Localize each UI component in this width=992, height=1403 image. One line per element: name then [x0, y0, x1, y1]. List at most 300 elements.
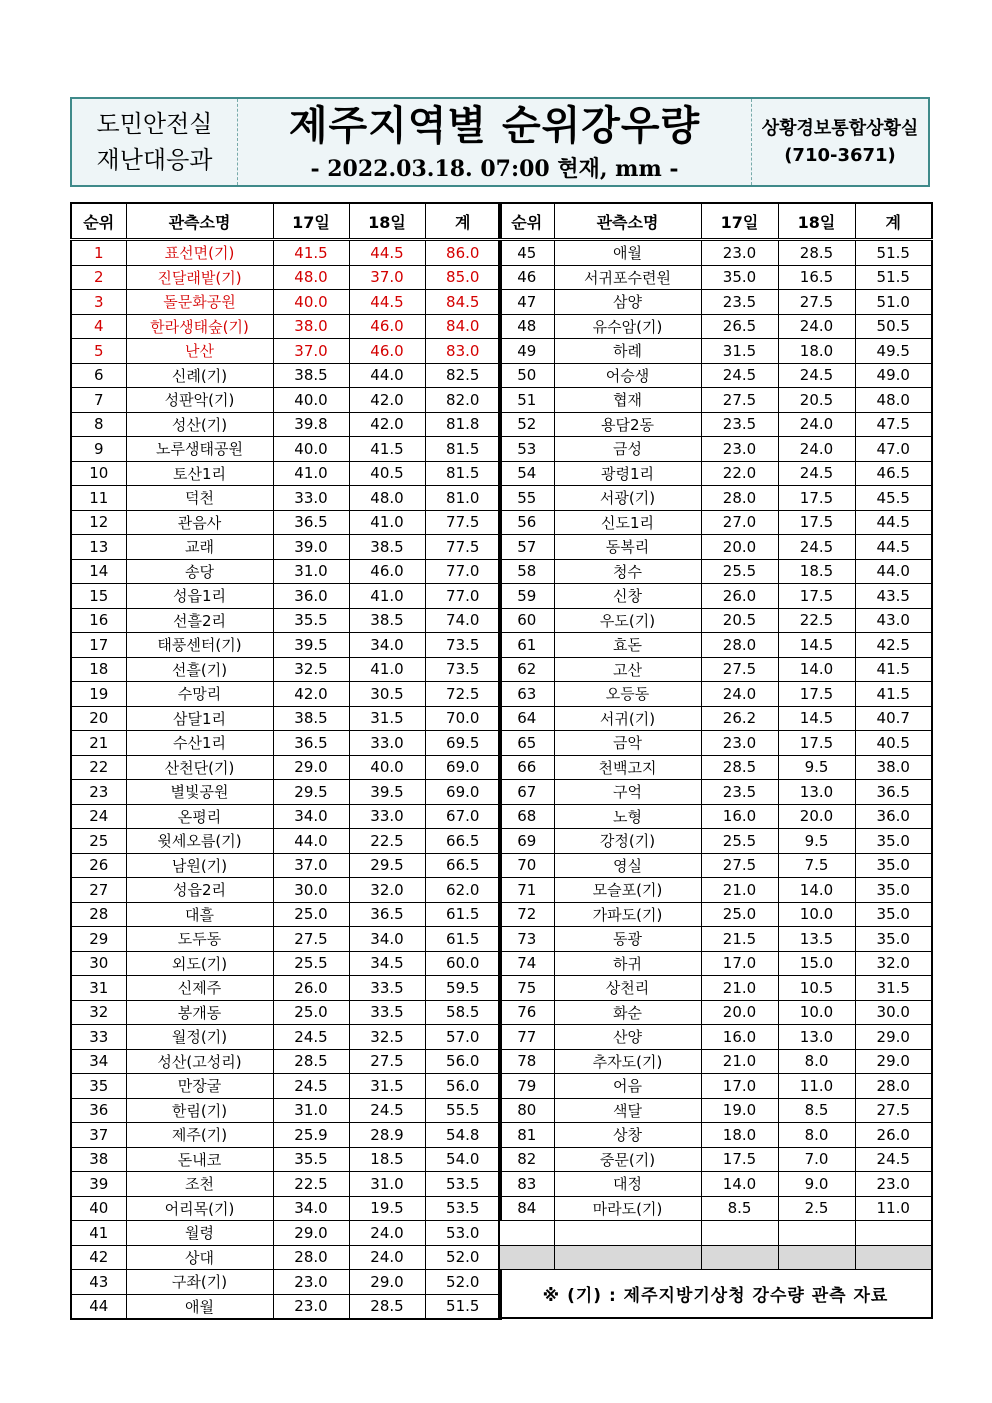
day17-cell: 48.0 [273, 265, 349, 290]
station-cell: 선흘2리 [126, 608, 273, 633]
day17-cell: 35.0 [701, 265, 778, 290]
total-cell: 35.0 [855, 902, 932, 927]
rank-cell: 76 [499, 1000, 554, 1025]
blank-cell [499, 1221, 554, 1246]
table-row [71, 731, 501, 756]
station-cell: 덕천 [126, 486, 273, 511]
day17-cell: 38.0 [273, 314, 349, 339]
rank-cell: 26 [71, 853, 126, 878]
day17-cell: 22.5 [273, 1172, 349, 1197]
day18-cell: 27.5 [778, 290, 855, 315]
rank-cell: 47 [499, 290, 554, 315]
total-cell: 51.0 [855, 290, 932, 315]
station-cell: 월령 [126, 1221, 273, 1246]
col-day18: 18일 [349, 203, 425, 240]
total-cell: 77.0 [425, 584, 501, 609]
day18-cell: 14.5 [778, 706, 855, 731]
station-cell: 서광(기) [554, 486, 701, 511]
rank-cell: 29 [71, 927, 126, 952]
table-row [499, 731, 932, 756]
department-line1: 도민안전실 [96, 110, 213, 138]
total-cell: 35.0 [855, 878, 932, 903]
station-cell: 효돈 [554, 633, 701, 658]
rank-cell: 84 [499, 1196, 554, 1221]
station-cell: 천백고지 [554, 755, 701, 780]
station-cell: 구억 [554, 780, 701, 805]
day18-cell: 31.5 [349, 706, 425, 731]
station-cell: 별빛공원 [126, 780, 273, 805]
table-row [71, 976, 501, 1001]
table-header-row [71, 203, 501, 240]
day17-cell: 25.9 [273, 1123, 349, 1148]
total-cell: 56.0 [425, 1074, 501, 1099]
rank-cell: 71 [499, 878, 554, 903]
table-row [71, 1196, 501, 1221]
station-cell: 관음사 [126, 510, 273, 535]
day18-cell: 42.0 [349, 412, 425, 437]
day18-cell: 14.0 [778, 657, 855, 682]
station-cell: 표선면(기) [126, 240, 273, 266]
station-cell: 성읍2리 [126, 878, 273, 903]
day17-cell: 28.0 [273, 1245, 349, 1270]
day17-cell: 23.0 [273, 1294, 349, 1319]
table-row [499, 1025, 932, 1050]
day18-cell: 30.5 [349, 682, 425, 707]
table-row [499, 804, 932, 829]
table-row [499, 633, 932, 658]
blank-cell [778, 1245, 855, 1270]
total-cell: 83.0 [425, 339, 501, 364]
note-row [499, 1270, 932, 1319]
station-cell: 수망리 [126, 682, 273, 707]
table-row [71, 363, 501, 388]
total-cell: 58.5 [425, 1000, 501, 1025]
grey-row [499, 1245, 932, 1270]
day17-cell: 24.5 [273, 1025, 349, 1050]
station-cell: 수산1리 [126, 731, 273, 756]
day17-cell: 25.5 [701, 559, 778, 584]
rank-cell: 82 [499, 1147, 554, 1172]
contact-phone: (710-3671) [784, 145, 896, 166]
day18-cell: 41.0 [349, 584, 425, 609]
station-cell: 만장굴 [126, 1074, 273, 1099]
contact-box [752, 99, 928, 185]
total-cell: 82.5 [425, 363, 501, 388]
total-cell: 53.0 [425, 1221, 501, 1246]
table-row [71, 1123, 501, 1148]
total-cell: 81.5 [425, 461, 501, 486]
table-row [499, 363, 932, 388]
table-row [499, 584, 932, 609]
total-cell: 50.5 [855, 314, 932, 339]
rank-cell: 17 [71, 633, 126, 658]
station-cell: 노루생태공원 [126, 437, 273, 462]
day17-cell: 31.0 [273, 1098, 349, 1123]
rank-cell: 20 [71, 706, 126, 731]
total-cell: 36.0 [855, 804, 932, 829]
day18-cell: 7.0 [778, 1147, 855, 1172]
total-cell: 44.5 [855, 510, 932, 535]
table-row [499, 510, 932, 535]
col-station: 관측소명 [126, 203, 273, 240]
day17-cell: 28.5 [273, 1049, 349, 1074]
total-cell: 51.5 [425, 1294, 501, 1319]
rank-cell: 69 [499, 829, 554, 854]
day18-cell: 34.0 [349, 633, 425, 658]
station-cell: 청수 [554, 559, 701, 584]
day17-cell: 23.5 [701, 780, 778, 805]
total-cell: 35.0 [855, 853, 932, 878]
col-rank: 순위 [71, 203, 126, 240]
day17-cell: 34.0 [273, 804, 349, 829]
station-cell: 외도(기) [126, 951, 273, 976]
station-cell: 신창 [554, 584, 701, 609]
day18-cell: 20.0 [778, 804, 855, 829]
total-cell: 61.5 [425, 927, 501, 952]
station-cell: 오등동 [554, 682, 701, 707]
rank-cell: 9 [71, 437, 126, 462]
rank-cell: 68 [499, 804, 554, 829]
station-cell: 삼달1리 [126, 706, 273, 731]
rank-cell: 39 [71, 1172, 126, 1197]
day17-cell: 26.5 [701, 314, 778, 339]
report-header [70, 97, 930, 187]
table-row [71, 1270, 501, 1295]
table-row [71, 265, 501, 290]
day18-cell: 32.5 [349, 1025, 425, 1050]
table-row [499, 412, 932, 437]
rank-cell: 56 [499, 510, 554, 535]
table-row [499, 1098, 932, 1123]
day18-cell: 13.5 [778, 927, 855, 952]
day18-cell: 13.0 [778, 1025, 855, 1050]
day17-cell: 17.5 [701, 1147, 778, 1172]
total-cell: 77.5 [425, 510, 501, 535]
day17-cell: 23.5 [701, 290, 778, 315]
col-rank: 순위 [499, 203, 554, 240]
total-cell: 69.0 [425, 780, 501, 805]
day17-cell: 29.0 [273, 1221, 349, 1246]
total-cell: 11.0 [855, 1196, 932, 1221]
station-cell: 상대 [126, 1245, 273, 1270]
table-row [499, 927, 932, 952]
rank-cell: 44 [71, 1294, 126, 1319]
rank-cell: 12 [71, 510, 126, 535]
table-row [71, 927, 501, 952]
empty-row [499, 1221, 932, 1246]
table-row [499, 559, 932, 584]
total-cell: 43.5 [855, 584, 932, 609]
day17-cell: 37.0 [273, 339, 349, 364]
day17-cell: 24.0 [701, 682, 778, 707]
table-row [71, 1221, 501, 1246]
total-cell: 43.0 [855, 608, 932, 633]
table-row [71, 559, 501, 584]
day18-cell: 24.5 [778, 363, 855, 388]
day18-cell: 24.5 [349, 1098, 425, 1123]
total-cell: 41.5 [855, 682, 932, 707]
day18-cell: 24.0 [349, 1245, 425, 1270]
total-cell: 52.0 [425, 1270, 501, 1295]
rank-cell: 11 [71, 486, 126, 511]
station-cell: 온평리 [126, 804, 273, 829]
day17-cell: 25.0 [273, 1000, 349, 1025]
station-cell: 노형 [554, 804, 701, 829]
total-cell: 67.0 [425, 804, 501, 829]
total-cell: 46.5 [855, 461, 932, 486]
day18-cell: 44.0 [349, 363, 425, 388]
rank-cell: 51 [499, 388, 554, 413]
day17-cell: 36.5 [273, 510, 349, 535]
station-cell: 돈내코 [126, 1147, 273, 1172]
station-cell: 태풍센터(기) [126, 633, 273, 658]
station-cell: 하귀 [554, 951, 701, 976]
station-cell: 어리목(기) [126, 1196, 273, 1221]
table-row [71, 437, 501, 462]
total-cell: 62.0 [425, 878, 501, 903]
page-subtitle: - 2022.03.18. 07:00 현재, mm - [310, 155, 679, 182]
rank-cell: 75 [499, 976, 554, 1001]
day18-cell: 33.0 [349, 804, 425, 829]
station-cell: 선흘(기) [126, 657, 273, 682]
station-cell: 마라도(기) [554, 1196, 701, 1221]
rank-cell: 16 [71, 608, 126, 633]
station-cell: 산양 [554, 1025, 701, 1050]
rank-cell: 34 [71, 1049, 126, 1074]
day18-cell: 19.5 [349, 1196, 425, 1221]
station-cell: 제주(기) [126, 1123, 273, 1148]
total-cell: 53.5 [425, 1172, 501, 1197]
total-cell: 73.5 [425, 633, 501, 658]
station-cell: 성산(기) [126, 412, 273, 437]
rank-cell: 18 [71, 657, 126, 682]
department-box [72, 99, 238, 185]
blank-cell [499, 1245, 554, 1270]
day18-cell: 40.0 [349, 755, 425, 780]
day17-cell: 27.5 [273, 927, 349, 952]
rank-cell: 66 [499, 755, 554, 780]
rank-cell: 28 [71, 902, 126, 927]
total-cell: 54.0 [425, 1147, 501, 1172]
table-row [499, 535, 932, 560]
table-row [499, 706, 932, 731]
station-cell: 윗세오름(기) [126, 829, 273, 854]
total-cell: 85.0 [425, 265, 501, 290]
total-cell: 24.5 [855, 1147, 932, 1172]
total-cell: 35.0 [855, 829, 932, 854]
total-cell: 35.0 [855, 927, 932, 952]
table-row [71, 1000, 501, 1025]
rank-cell: 2 [71, 265, 126, 290]
table-row [71, 755, 501, 780]
table-row [499, 608, 932, 633]
table-row [71, 878, 501, 903]
blank-cell [701, 1245, 778, 1270]
table-row [499, 1172, 932, 1197]
col-total: 계 [855, 203, 932, 240]
station-cell: 성판악(기) [126, 388, 273, 413]
day17-cell: 20.0 [701, 535, 778, 560]
day18-cell: 31.0 [349, 1172, 425, 1197]
day18-cell: 34.0 [349, 927, 425, 952]
station-cell: 봉개동 [126, 1000, 273, 1025]
table-row [499, 461, 932, 486]
station-cell: 삼양 [554, 290, 701, 315]
rank-cell: 32 [71, 1000, 126, 1025]
day18-cell: 27.5 [349, 1049, 425, 1074]
day18-cell: 24.0 [778, 412, 855, 437]
table-row [499, 1196, 932, 1221]
station-cell: 월정(기) [126, 1025, 273, 1050]
table-row [71, 510, 501, 535]
station-cell: 송당 [126, 559, 273, 584]
rank-cell: 25 [71, 829, 126, 854]
day17-cell: 33.0 [273, 486, 349, 511]
total-cell: 31.5 [855, 976, 932, 1001]
day17-cell: 38.5 [273, 706, 349, 731]
total-cell: 57.0 [425, 1025, 501, 1050]
day18-cell: 18.0 [778, 339, 855, 364]
rank-cell: 61 [499, 633, 554, 658]
total-cell: 72.5 [425, 682, 501, 707]
day18-cell: 9.5 [778, 755, 855, 780]
day18-cell: 36.5 [349, 902, 425, 927]
day18-cell: 28.5 [349, 1294, 425, 1319]
total-cell: 29.0 [855, 1025, 932, 1050]
day17-cell: 35.5 [273, 608, 349, 633]
day18-cell: 17.5 [778, 584, 855, 609]
total-cell: 60.0 [425, 951, 501, 976]
total-cell: 36.5 [855, 780, 932, 805]
day18-cell: 10.5 [778, 976, 855, 1001]
total-cell: 61.5 [425, 902, 501, 927]
table-row [499, 780, 932, 805]
table-row [499, 1049, 932, 1074]
rank-cell: 24 [71, 804, 126, 829]
station-cell: 동광 [554, 927, 701, 952]
day18-cell: 15.0 [778, 951, 855, 976]
rank-cell: 27 [71, 878, 126, 903]
day18-cell: 14.0 [778, 878, 855, 903]
station-cell: 고산 [554, 657, 701, 682]
total-cell: 42.5 [855, 633, 932, 658]
col-day17: 17일 [273, 203, 349, 240]
rank-cell: 22 [71, 755, 126, 780]
blank-cell [778, 1221, 855, 1246]
day18-cell: 17.5 [778, 510, 855, 535]
rank-cell: 53 [499, 437, 554, 462]
table-row [71, 633, 501, 658]
total-cell: 77.5 [425, 535, 501, 560]
day18-cell: 41.0 [349, 657, 425, 682]
day18-cell: 46.0 [349, 339, 425, 364]
day17-cell: 27.5 [701, 657, 778, 682]
col-total: 계 [425, 203, 501, 240]
table-row [499, 1000, 932, 1025]
footnote: ※ (기) : 제주지방기상청 강수량 관측 자료 [499, 1270, 932, 1319]
day18-cell: 29.0 [349, 1270, 425, 1295]
day18-cell: 13.0 [778, 780, 855, 805]
col-day17: 17일 [701, 203, 778, 240]
department-line2: 재난대응과 [96, 146, 213, 174]
rank-cell: 46 [499, 265, 554, 290]
table-row [71, 240, 501, 266]
day18-cell: 34.5 [349, 951, 425, 976]
table-row [499, 265, 932, 290]
station-cell: 화순 [554, 1000, 701, 1025]
station-cell: 신례(기) [126, 363, 273, 388]
day17-cell: 27.5 [701, 853, 778, 878]
station-cell: 서귀포수련원 [554, 265, 701, 290]
rank-cell: 67 [499, 780, 554, 805]
day18-cell: 28.9 [349, 1123, 425, 1148]
day17-cell: 21.0 [701, 976, 778, 1001]
total-cell: 84.5 [425, 290, 501, 315]
day17-cell: 23.0 [273, 1270, 349, 1295]
day18-cell: 32.0 [349, 878, 425, 903]
day18-cell: 41.5 [349, 437, 425, 462]
station-cell: 상창 [554, 1123, 701, 1148]
total-cell: 44.0 [855, 559, 932, 584]
station-cell: 도두동 [126, 927, 273, 952]
table-row [71, 1074, 501, 1099]
rank-cell: 73 [499, 927, 554, 952]
table-row [71, 1025, 501, 1050]
table-row [71, 1049, 501, 1074]
day17-cell: 21.0 [701, 878, 778, 903]
total-cell: 52.0 [425, 1245, 501, 1270]
station-cell: 산천단(기) [126, 755, 273, 780]
day18-cell: 8.0 [778, 1123, 855, 1148]
day18-cell: 17.5 [778, 486, 855, 511]
table-row [499, 1123, 932, 1148]
day17-cell: 38.5 [273, 363, 349, 388]
day18-cell: 2.5 [778, 1196, 855, 1221]
rank-cell: 48 [499, 314, 554, 339]
table-row [499, 339, 932, 364]
day18-cell: 7.5 [778, 853, 855, 878]
table-row [499, 853, 932, 878]
rank-cell: 13 [71, 535, 126, 560]
day17-cell: 20.0 [701, 1000, 778, 1025]
station-cell: 서귀(기) [554, 706, 701, 731]
table-row [499, 1074, 932, 1099]
table-row [499, 486, 932, 511]
blank-cell [701, 1221, 778, 1246]
table-row [499, 1147, 932, 1172]
day17-cell: 39.8 [273, 412, 349, 437]
station-cell: 토산1리 [126, 461, 273, 486]
total-cell: 51.5 [855, 240, 932, 266]
total-cell: 32.0 [855, 951, 932, 976]
day17-cell: 23.5 [701, 412, 778, 437]
day18-cell: 10.0 [778, 1000, 855, 1025]
day17-cell: 32.5 [273, 657, 349, 682]
table-row [499, 388, 932, 413]
table-row [71, 461, 501, 486]
day17-cell: 25.5 [273, 951, 349, 976]
station-cell: 색달 [554, 1098, 701, 1123]
day17-cell: 27.5 [701, 388, 778, 413]
table-row [499, 657, 932, 682]
rank-cell: 78 [499, 1049, 554, 1074]
rank-cell: 40 [71, 1196, 126, 1221]
day17-cell: 36.0 [273, 584, 349, 609]
rank-cell: 1 [71, 240, 126, 266]
rank-cell: 72 [499, 902, 554, 927]
total-cell: 54.8 [425, 1123, 501, 1148]
table-row [71, 682, 501, 707]
